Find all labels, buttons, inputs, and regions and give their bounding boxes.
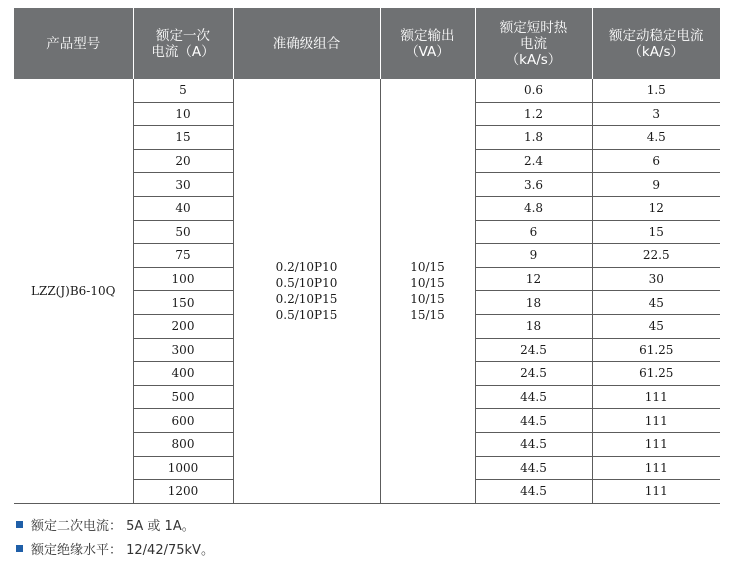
dynamic-current-cell: 1.5 bbox=[592, 79, 720, 102]
header-model: 产品型号 bbox=[14, 8, 133, 79]
primary-current-cell: 40 bbox=[133, 196, 233, 220]
table-row bbox=[14, 79, 720, 102]
note-item bbox=[16, 512, 214, 536]
square-bullet-icon bbox=[16, 545, 23, 552]
thermal-current-cell: 2.4 bbox=[475, 149, 592, 173]
dynamic-current-cell: 45 bbox=[592, 314, 720, 338]
primary-current-cell: 1200 bbox=[133, 480, 233, 504]
note-item bbox=[16, 536, 214, 560]
thermal-current-cell: 44.5 bbox=[475, 409, 592, 433]
dynamic-current-cell: 15 bbox=[592, 220, 720, 244]
accuracy-combination-cell: 0.2/10P10 0.5/10P10 0.2/10P15 0.5/10P15 bbox=[233, 79, 380, 503]
dynamic-current-cell: 4.5 bbox=[592, 126, 720, 150]
thermal-current-cell: 3.6 bbox=[475, 173, 592, 197]
primary-current-cell: 100 bbox=[133, 267, 233, 291]
primary-current-cell: 200 bbox=[133, 314, 233, 338]
rated-output-cell: 10/15 10/15 10/15 15/15 bbox=[380, 79, 475, 503]
spec-table bbox=[14, 8, 720, 504]
dynamic-current-cell: 111 bbox=[592, 456, 720, 480]
primary-current-cell: 400 bbox=[133, 362, 233, 386]
table-header bbox=[14, 8, 720, 79]
primary-current-cell: 1000 bbox=[133, 456, 233, 480]
dynamic-current-cell: 30 bbox=[592, 267, 720, 291]
thermal-current-cell: 1.2 bbox=[475, 102, 592, 126]
dynamic-current-cell: 9 bbox=[592, 173, 720, 197]
thermal-current-cell: 44.5 bbox=[475, 456, 592, 480]
note-text: 额定绝缘水平： 12/42/75kV。 bbox=[31, 542, 214, 558]
thermal-current-cell: 9 bbox=[475, 244, 592, 268]
dynamic-current-cell: 111 bbox=[592, 480, 720, 504]
thermal-current-cell: 0.6 bbox=[475, 79, 592, 102]
model-cell: LZZ(J)B6-10Q bbox=[14, 79, 133, 503]
thermal-current-cell: 44.5 bbox=[475, 385, 592, 409]
dynamic-current-cell: 12 bbox=[592, 196, 720, 220]
primary-current-cell: 500 bbox=[133, 385, 233, 409]
primary-current-cell: 800 bbox=[133, 432, 233, 456]
primary-current-cell: 15 bbox=[133, 126, 233, 150]
dynamic-current-cell: 111 bbox=[592, 409, 720, 433]
thermal-current-cell: 44.5 bbox=[475, 432, 592, 456]
dynamic-current-cell: 22.5 bbox=[592, 244, 720, 268]
header-row bbox=[14, 8, 720, 79]
note-text: 额定二次电流： 5A 或 1A。 bbox=[31, 518, 195, 534]
header-accuracy-combination: 准确级组合 bbox=[233, 8, 380, 79]
thermal-current-cell: 24.5 bbox=[475, 338, 592, 362]
dynamic-current-cell: 6 bbox=[592, 149, 720, 173]
thermal-current-cell: 4.8 bbox=[475, 196, 592, 220]
thermal-current-cell: 18 bbox=[475, 314, 592, 338]
primary-current-cell: 600 bbox=[133, 409, 233, 433]
header-rated-output: 额定输出 （VA） bbox=[380, 8, 475, 79]
primary-current-cell: 30 bbox=[133, 173, 233, 197]
primary-current-cell: 75 bbox=[133, 244, 233, 268]
primary-current-cell: 150 bbox=[133, 291, 233, 315]
dynamic-current-cell: 3 bbox=[592, 102, 720, 126]
primary-current-cell: 5 bbox=[133, 79, 233, 102]
thermal-current-cell: 18 bbox=[475, 291, 592, 315]
header-short-time-thermal-current: 额定短时热 电流 （kA/s） bbox=[475, 8, 592, 79]
thermal-current-cell: 24.5 bbox=[475, 362, 592, 386]
table-body bbox=[14, 79, 720, 503]
thermal-current-cell: 6 bbox=[475, 220, 592, 244]
thermal-current-cell: 12 bbox=[475, 267, 592, 291]
dynamic-current-cell: 61.25 bbox=[592, 362, 720, 386]
dynamic-current-cell: 111 bbox=[592, 432, 720, 456]
dynamic-current-cell: 45 bbox=[592, 291, 720, 315]
square-bullet-icon bbox=[16, 521, 23, 528]
header-rated-primary-current: 额定一次 电流（A） bbox=[133, 8, 233, 79]
header-dynamic-stable-current: 额定动稳定电流 （kA/s） bbox=[592, 8, 720, 79]
primary-current-cell: 300 bbox=[133, 338, 233, 362]
notes-list bbox=[16, 512, 214, 560]
dynamic-current-cell: 61.25 bbox=[592, 338, 720, 362]
primary-current-cell: 10 bbox=[133, 102, 233, 126]
thermal-current-cell: 44.5 bbox=[475, 480, 592, 504]
dynamic-current-cell: 111 bbox=[592, 385, 720, 409]
primary-current-cell: 20 bbox=[133, 149, 233, 173]
thermal-current-cell: 1.8 bbox=[475, 126, 592, 150]
primary-current-cell: 50 bbox=[133, 220, 233, 244]
